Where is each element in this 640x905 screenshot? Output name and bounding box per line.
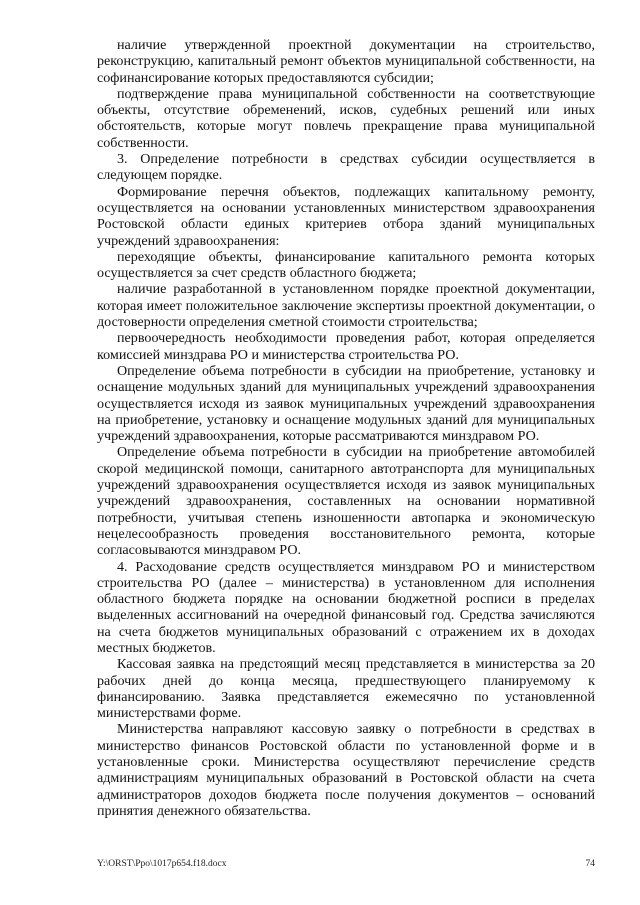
paragraph: подтверждение права муниципальной собственности на соответствующие объекты, отсутствие обременений, исков, судебных решений или иных обстоятельств, которые могут повлечь прекращение права муниципальной собственности. <box>97 85 595 151</box>
paragraph: Формирование перечня объектов, подлежащих капитальному ремонту, осуществляется на основании установленных министерством здравоохранения Ростовской области единых критериев отбора зданий муниципальных учреждений здравоохранения: <box>97 183 595 249</box>
paragraph: Министерства направляют кассовую заявку о потребности в средствах в министерство финансов Ростовской области по установленной форме и в установленные сроки. Министерства осуществляют перечисление средств администрациям муниципальных образований в Ростовской области на счета администраторов доходов бюджета после получения документов – оснований принятия денежного обязательства. <box>97 721 595 819</box>
paragraph: переходящие объекты, финансирование капитального ремонта которых осуществляется за счет средств областного бюджета; <box>97 248 595 282</box>
page-number: 74 <box>585 859 595 869</box>
paragraph: Определение объема потребности в субсидии на приобретение автомобилей скорой медицинской помощи, санитарного автотранспорта для муниципальных учреждений здравоохранения осуществляется исходя из заявок муниципальных учреждений здравоохранения, составленных на основании нормативной потребности, учитывая степень изношенности автопарка и экономическую нецелесообразность проведения восстановительного ремонта, которые согласовываются минздравом РО. <box>97 444 595 559</box>
paragraph: Определение объема потребности в субсидии на приобретение, установку и оснащение модульных зданий для муниципальных учреждений здравоохранения осуществляется исходя из заявок муниципальных учреждений здравоохранения на приобретение, установку и оснащение модульных зданий для муниципальных учреждений здравоохранения, которые рассматриваются минздравом РО. <box>97 362 595 445</box>
paragraph: 3. Определение потребности в средствах субсидии осуществляется в следующем порядке. <box>97 151 595 184</box>
paragraph: Кассовая заявка на предстоящий месяц представляется в министерства за 20 рабочих дней до конца месяца, предшествующего планируемому к финансированию. Заявка представляется ежемесячно по установленной министерствами форме. <box>97 656 595 722</box>
paragraph: наличие утвержденной проектной документации на строительство, реконструкцию, капитальный ремонт объектов муниципальной собственности, на софинансирование которых предоставляются субсидии; <box>97 37 595 86</box>
page-footer <box>97 857 595 871</box>
file-path: Y:\ORST\Ppo\1017p654.f18.docx <box>97 859 227 869</box>
document-body <box>97 37 595 819</box>
paragraph: 4. Расходование средств осуществляется минздравом РО и министерством строительства РО (далее – министерства) в установленном для исполнения областного бюджета порядке на основании бюджетной росписи в пределах выделенных ассигнований на очередной финансовый год. Средства зачисляются на счета бюджетов муниципальных образований с отражением их в доходах местных бюджетов. <box>97 558 595 656</box>
paragraph: наличие разработанной в установленном порядке проектной документации, которая имеет положительное заключение экспертизы проектной документации, о достоверности определения сметной стоимости строительства; <box>97 281 595 331</box>
paragraph: первоочередность необходимости проведения работ, которая определяется комиссией минздрава РО и министерства строительства РО. <box>97 330 595 363</box>
